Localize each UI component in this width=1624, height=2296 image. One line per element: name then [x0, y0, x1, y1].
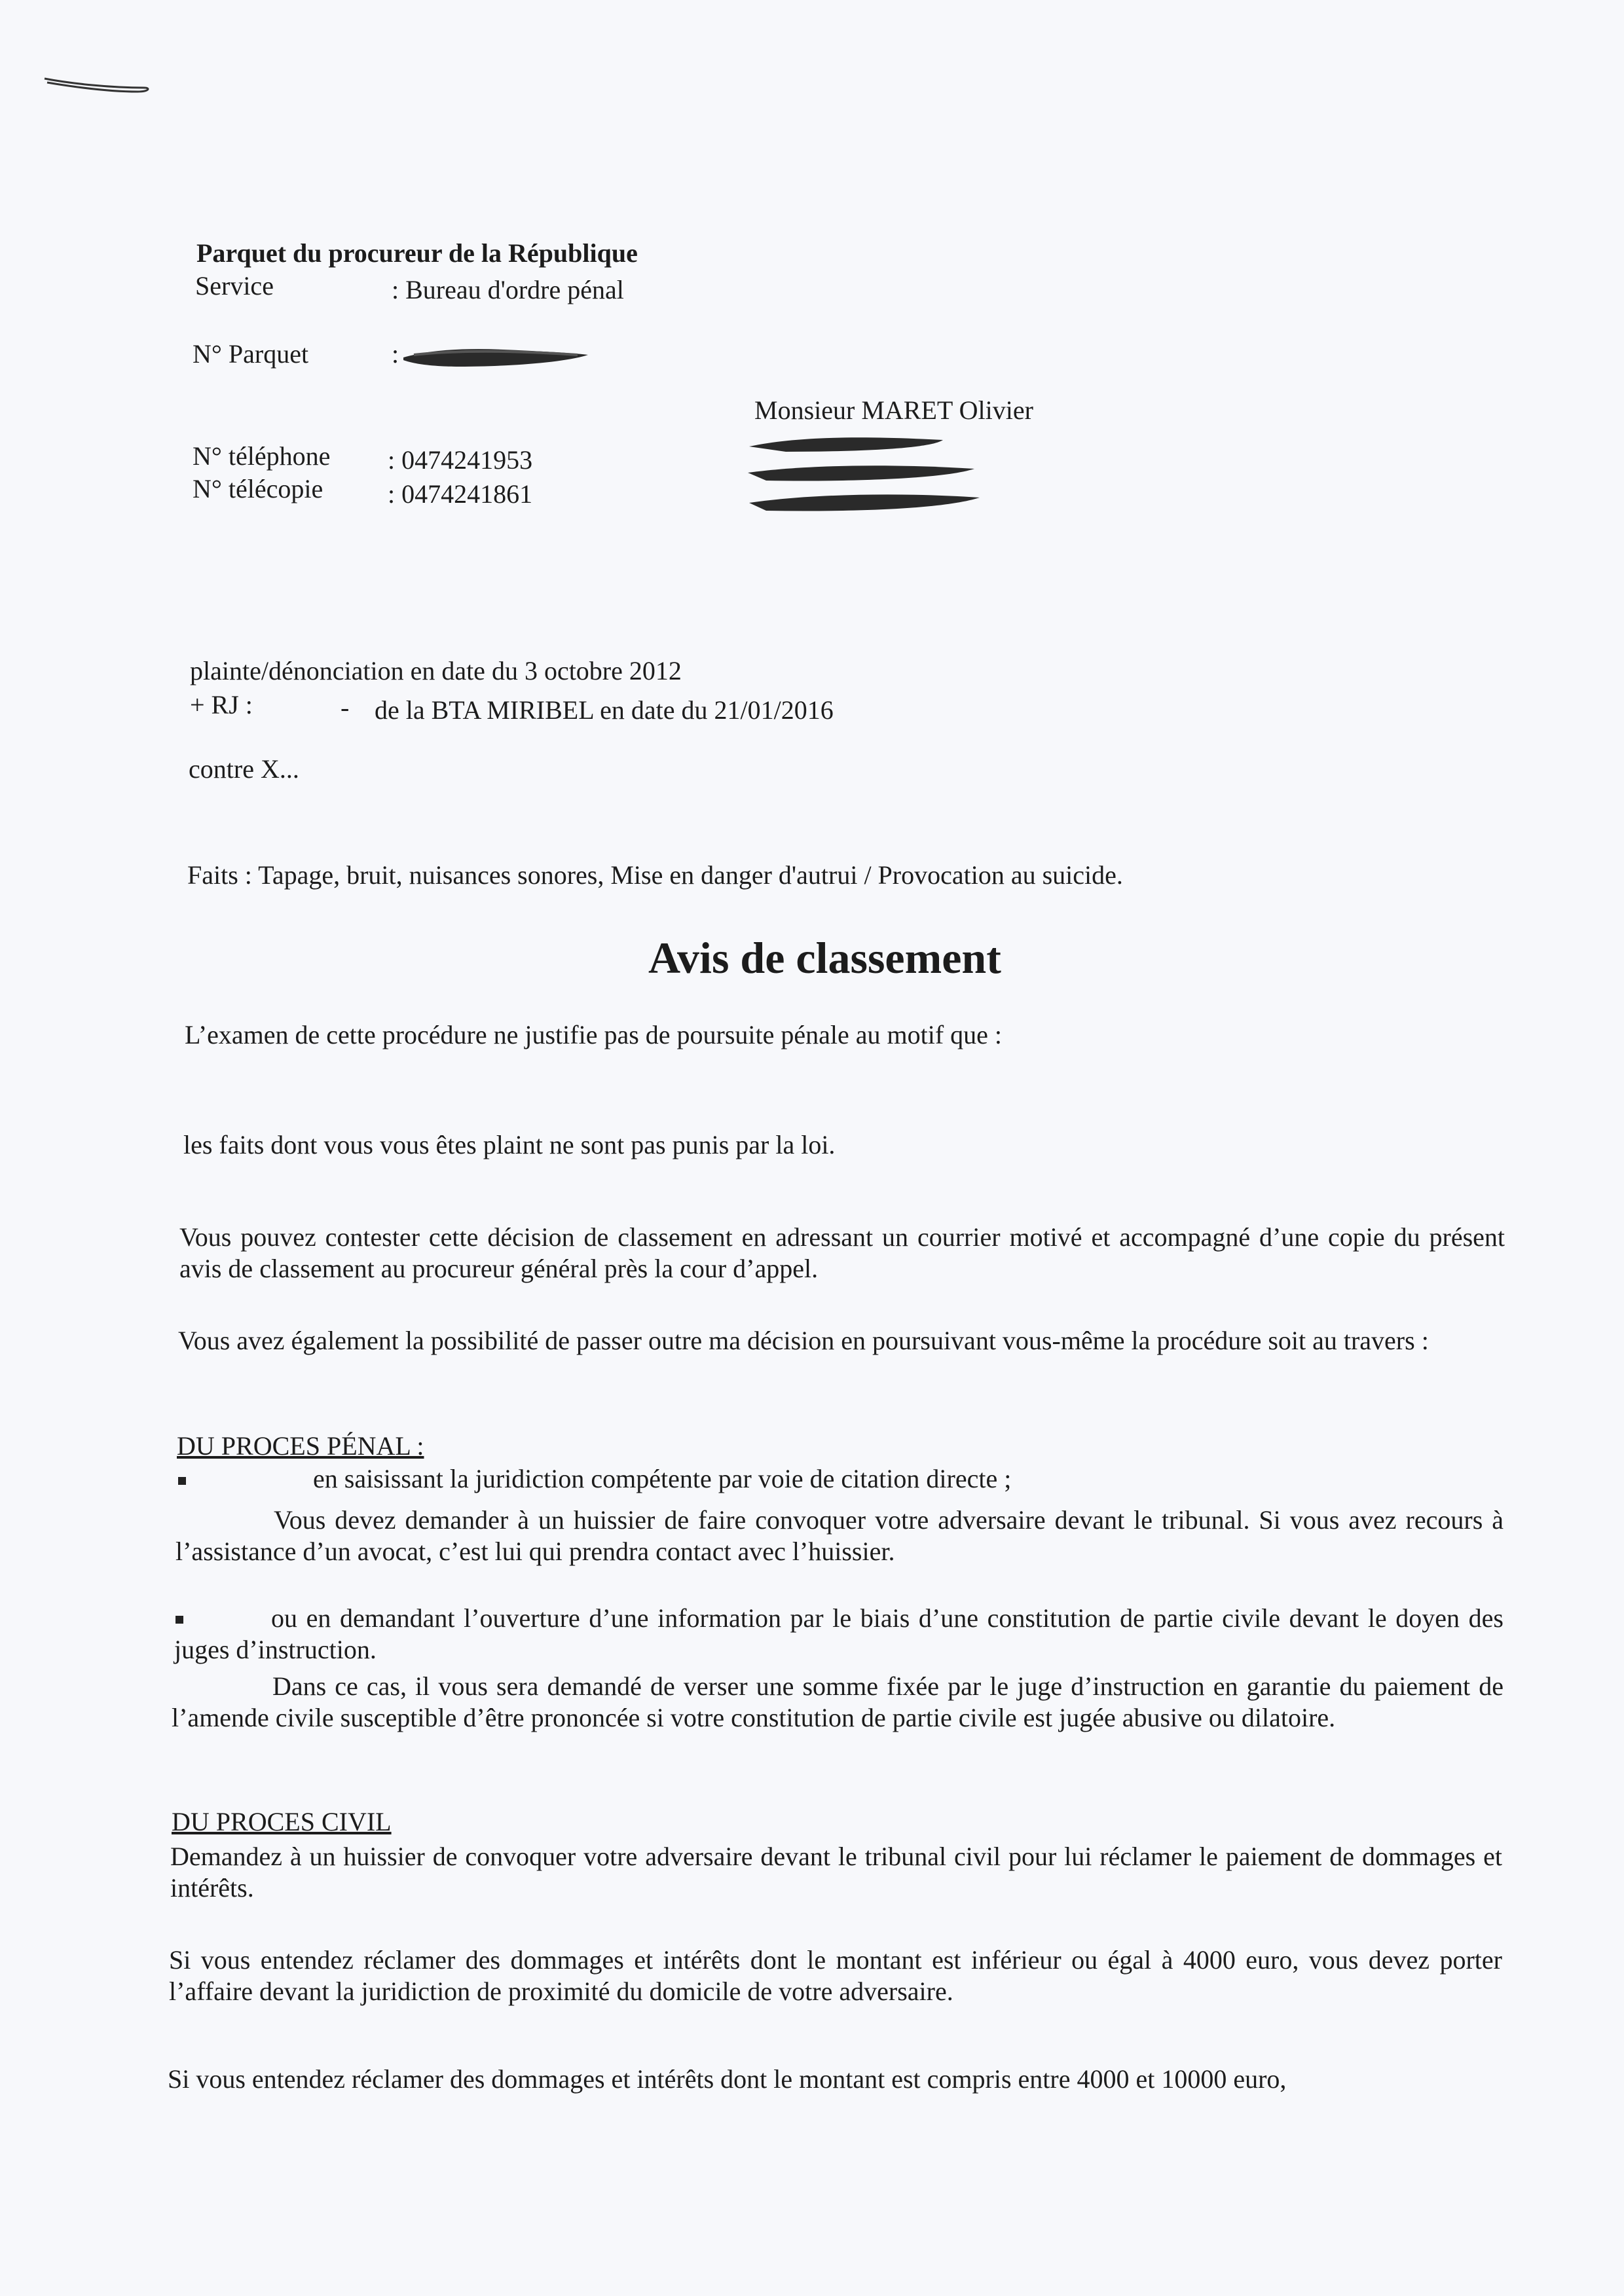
facts-line: Faits : Tapage, bruit, nuisances sonores, Mise en danger d'autrui / Provocation au suicide.: [187, 860, 1123, 890]
against-line: contre X...: [189, 754, 299, 784]
contest-paragraph: Vous pouvez contester cette décision de classement en adressant un courrier motivé et accompagné d’une copie du présent avis de classement au procureur général près la cour d’appel.: [179, 1222, 1505, 1283]
bullet1-line: en saisissant la juridiction compétente par voie de citation directe ;: [313, 1464, 1012, 1493]
penal-heading: DU PROCES PÉNAL :: [177, 1431, 424, 1461]
rj-prefix: + RJ :: [190, 690, 253, 720]
service-value: : Bureau d'ordre pénal: [392, 275, 624, 304]
civil-paragraph: Demandez à un huissier de convoquer votre adversaire devant le tribunal civil pour lui réclamer le paiement de dommages et intérêts.: [170, 1842, 1502, 1903]
document-title: Avis de classement: [648, 933, 1001, 983]
fax-label: N° télécopie: [193, 474, 323, 503]
phone-label: N° téléphone: [193, 441, 331, 471]
redacted-parquet-number: [401, 340, 591, 372]
complaint-reference: plainte/dénonciation en date du 3 octobre 2012: [190, 656, 682, 685]
parquet-sep: :: [392, 339, 399, 369]
phone-value: : 0474241953: [388, 445, 533, 475]
bullet-icon: [178, 1477, 186, 1485]
rj-mark: -: [341, 693, 350, 722]
civil-heading: DU PROCES CIVIL: [172, 1807, 392, 1836]
service-label: Service: [195, 271, 274, 301]
civil-10000-paragraph: Si vous entendez réclamer des dommages et intérêts dont le montant est compris entre 4000 et 10000 euro,: [168, 2064, 1287, 2094]
pen-stroke-mark: [39, 65, 157, 105]
parquet-label: N° Parquet: [193, 339, 309, 369]
bullet1-detail: Vous devez demander à un huissier de faire convoquer votre adversaire devant le tribunal. Si vous avez recours à l’assistance d’un avocat, c’est lui qui prendra contact avec l’huissier.: [175, 1505, 1504, 1566]
reason-line: les faits dont vous vous êtes plaint ne sont pas punis par la loi.: [183, 1130, 836, 1159]
possibility-paragraph: Vous avez également la possibilité de passer outre ma décision en poursuivant vous-même la procédure soit au travers :: [178, 1326, 1429, 1355]
office-name: Parquet du procureur de la République: [196, 238, 638, 268]
bullet2-detail: Dans ce cas, il vous sera demandé de verser une somme fixée par le juge d’instruction en garantie du paiement de l’amende civile susceptible d’être prononcée si votre constitution de partie civile est jugée abusive ou dilatoire.: [172, 1671, 1504, 1732]
redacted-recipient-address: [747, 432, 982, 517]
bullet2-line: ou en demandant l’ouverture d’une information par le biais d’une constitution de partie civile devant le doyen des juges d’instruction.: [174, 1603, 1504, 1664]
intro-line: L’examen de cette procédure ne justifie pas de poursuite pénale au motif que :: [185, 1020, 1003, 1049]
rj-source: de la BTA MIRIBEL en date du 21/01/2016: [375, 695, 834, 725]
civil-4000-paragraph: Si vous entendez réclamer des dommages et intérêts dont le montant est inférieur ou égal à 4000 euro, vous devez porter l’affaire devant la juridiction de proximité du domicile de votre adversaire.: [169, 1945, 1502, 2006]
fax-value: : 0474241861: [388, 479, 533, 509]
recipient-name: Monsieur MARET Olivier: [754, 395, 1033, 425]
